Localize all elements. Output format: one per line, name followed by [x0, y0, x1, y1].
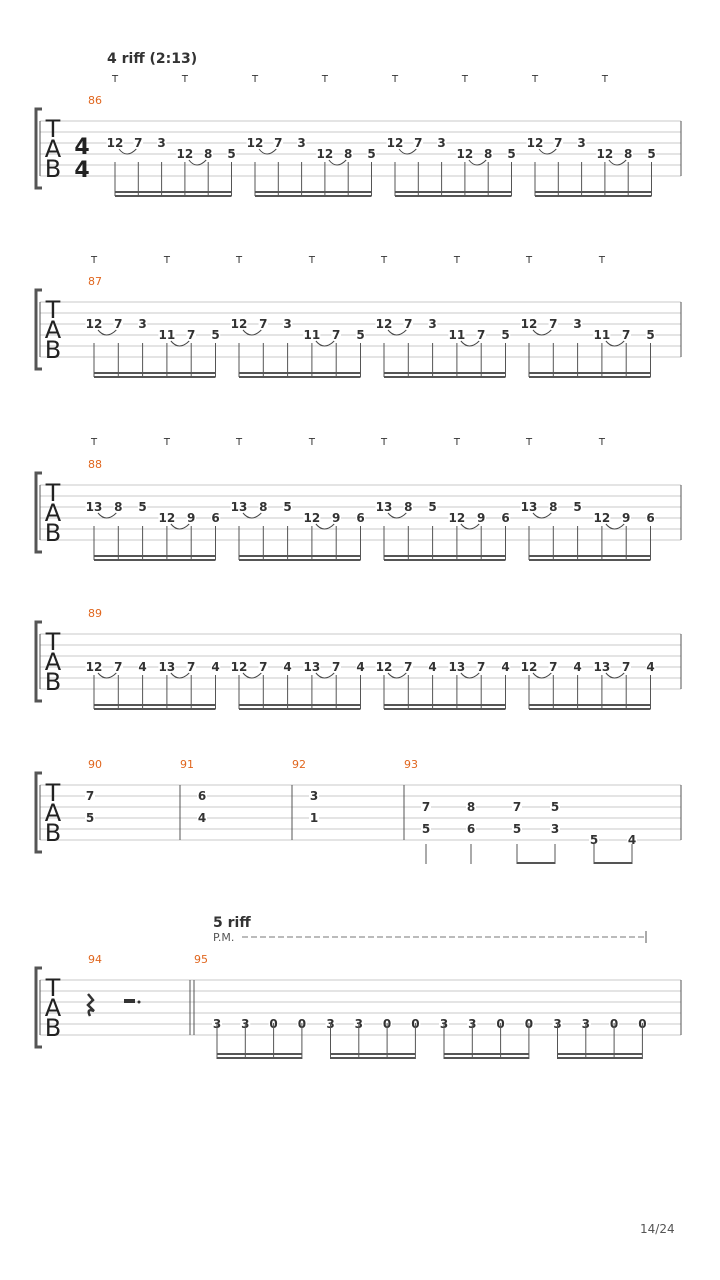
tab-clef-letter: T: [45, 974, 61, 1002]
fret-number: 1: [309, 811, 319, 825]
beam-primary: [395, 191, 512, 193]
fret-number: 3: [439, 1017, 449, 1031]
fret-number: 6: [356, 511, 365, 525]
fret-number: 12: [246, 136, 264, 150]
fret-number: 11: [158, 328, 176, 342]
fret-number: 0: [297, 1017, 307, 1031]
beam-primary: [239, 555, 361, 557]
fret-number: 4: [138, 660, 147, 674]
fret-number: 12: [386, 136, 404, 150]
section-label: 5 riff: [213, 915, 251, 931]
fret-number: 7: [114, 317, 123, 331]
fret-number: 12: [526, 136, 544, 150]
beam-primary: [94, 704, 216, 706]
fret-number: 5: [550, 800, 560, 814]
fret-number: 13: [593, 660, 611, 674]
measure-number: 91: [180, 758, 194, 771]
fret-number: 5: [283, 500, 292, 514]
beam-secondary: [395, 195, 512, 197]
beam-primary: [115, 191, 232, 193]
beam-secondary: [94, 708, 216, 710]
fret-number: 7: [134, 136, 143, 150]
fret-number: 3: [157, 136, 166, 150]
beam-secondary: [94, 376, 216, 378]
beam-primary: [529, 555, 651, 557]
fret-number: 4: [501, 660, 510, 674]
beam-secondary: [384, 708, 506, 710]
beam-primary: [94, 372, 216, 374]
fret-number: 5: [507, 147, 516, 161]
fret-number: 13: [303, 660, 321, 674]
fret-number: 11: [448, 328, 466, 342]
tab-clef-letter: T: [45, 479, 61, 507]
beam-secondary: [384, 376, 506, 378]
tab-clef-letter: A: [44, 994, 62, 1022]
tap-mark: T: [163, 437, 170, 448]
fret-number: 5: [512, 822, 522, 836]
half-rest: [124, 999, 135, 1003]
tap-mark: T: [598, 437, 605, 448]
fret-number: 12: [520, 317, 538, 331]
tab-clef-letter: A: [44, 316, 62, 344]
fret-number: 12: [520, 660, 538, 674]
beam-primary: [558, 1053, 643, 1055]
beam-secondary: [558, 1057, 643, 1059]
tap-mark: T: [453, 437, 460, 448]
fret-number: 5: [367, 147, 376, 161]
beam-secondary: [239, 559, 361, 561]
fret-number: 7: [404, 660, 413, 674]
beam-primary: [331, 1053, 416, 1055]
beam-secondary: [535, 195, 652, 197]
fret-number: 7: [414, 136, 423, 150]
tap-mark: T: [251, 74, 259, 85]
fret-number: 13: [230, 500, 248, 514]
fret-number: 6: [501, 511, 510, 525]
fret-number: 5: [646, 328, 655, 342]
fret-number: 3: [241, 1017, 250, 1031]
fret-number: 0: [411, 1017, 420, 1031]
fret-number: 12: [230, 660, 248, 674]
fret-number: 5: [211, 328, 220, 342]
measure-number: 89: [88, 607, 102, 620]
tap-mark: T: [601, 74, 608, 85]
fret-number: 12: [158, 511, 176, 525]
fret-number: 12: [593, 511, 611, 525]
fret-number: 6: [197, 789, 207, 803]
fret-number: 7: [622, 328, 631, 342]
fret-number: 8: [466, 800, 476, 814]
beam-eighth: [594, 862, 632, 864]
time-signature-bottom: 4: [74, 158, 90, 183]
fret-number: 8: [549, 500, 558, 514]
beam-primary: [535, 191, 652, 193]
beam-primary: [384, 555, 506, 557]
beam-eighth: [517, 862, 555, 864]
page-number: 14/24: [640, 1222, 675, 1236]
tap-mark: T: [461, 74, 468, 85]
fret-number: 3: [138, 317, 147, 331]
fret-number: 7: [332, 660, 341, 674]
measure-number: 95: [194, 953, 208, 966]
beam-secondary: [444, 1057, 529, 1059]
fret-number: 3: [573, 317, 582, 331]
beam-secondary: [529, 559, 651, 561]
fret-number: 5: [647, 147, 656, 161]
tab-clef-letter: B: [44, 155, 62, 183]
tap-mark: T: [321, 74, 328, 85]
fret-number: 6: [646, 511, 655, 525]
fret-number: 7: [421, 800, 431, 814]
tap-mark: T: [453, 255, 460, 266]
fret-number: 7: [549, 317, 558, 331]
beam-primary: [239, 704, 361, 706]
fret-number: 3: [326, 1017, 335, 1031]
beam-secondary: [239, 708, 361, 710]
tap-mark: T: [308, 255, 315, 266]
fret-number: 7: [622, 660, 631, 674]
beam-primary: [94, 555, 216, 557]
fret-number: 7: [187, 660, 196, 674]
fret-number: 8: [344, 147, 353, 161]
fret-number: 0: [609, 1017, 619, 1031]
fret-number: 5: [356, 328, 365, 342]
fret-number: 5: [85, 811, 95, 825]
fret-number: 12: [85, 317, 103, 331]
tab-clef-letter: T: [45, 779, 61, 807]
fret-number: 7: [114, 660, 123, 674]
tap-mark: T: [380, 437, 388, 448]
tab-clef-letter: T: [45, 115, 61, 143]
fret-number: 3: [468, 1017, 477, 1031]
measure-number: 87: [88, 275, 102, 288]
beam-primary: [217, 1053, 302, 1055]
fret-number: 8: [204, 147, 213, 161]
fret-number: 7: [274, 136, 283, 150]
measure-number: 92: [292, 758, 306, 771]
fret-number: 8: [114, 500, 123, 514]
measure-number: 93: [404, 758, 418, 771]
fret-number: 12: [596, 147, 614, 161]
fret-number: 8: [404, 500, 413, 514]
tap-mark: T: [90, 437, 98, 448]
fret-number: 3: [581, 1017, 590, 1031]
fret-number: 7: [512, 800, 522, 814]
fret-number: 12: [106, 136, 124, 150]
fret-number: 12: [303, 511, 321, 525]
beam-primary: [239, 372, 361, 374]
tap-mark: T: [391, 74, 399, 85]
beam-primary: [529, 372, 651, 374]
fret-number: 0: [382, 1017, 392, 1031]
fret-number: 7: [259, 317, 268, 331]
measure-number: 94: [88, 953, 102, 966]
fret-number: 3: [550, 822, 560, 836]
rest-dot: [138, 1001, 141, 1004]
fret-number: 3: [437, 136, 446, 150]
beam-secondary: [331, 1057, 416, 1059]
fret-number: 3: [354, 1017, 363, 1031]
fret-number: 9: [332, 511, 341, 525]
fret-number: 3: [212, 1017, 222, 1031]
tap-mark: T: [525, 437, 533, 448]
fret-number: 4: [283, 660, 292, 674]
beam-secondary: [94, 559, 216, 561]
fret-number: 3: [553, 1017, 562, 1031]
fret-number: 5: [421, 822, 431, 836]
fret-number: 13: [158, 660, 176, 674]
fret-number: 4: [197, 811, 207, 825]
tap-mark: T: [525, 255, 533, 266]
beam-primary: [384, 704, 506, 706]
fret-number: 7: [259, 660, 268, 674]
tap-mark: T: [380, 255, 388, 266]
fret-number: 5: [589, 833, 599, 847]
fret-number: 13: [520, 500, 538, 514]
fret-number: 5: [501, 328, 510, 342]
fret-number: 12: [85, 660, 103, 674]
fret-number: 8: [259, 500, 268, 514]
fret-number: 12: [448, 511, 466, 525]
fret-number: 12: [176, 147, 194, 161]
section-label: 4 riff (2:13): [107, 51, 198, 67]
fret-number: 12: [230, 317, 248, 331]
time-signature-top: 4: [74, 135, 90, 160]
fret-number: 7: [187, 328, 196, 342]
tap-mark: T: [235, 437, 243, 448]
fret-number: 5: [428, 500, 437, 514]
fret-number: 12: [456, 147, 474, 161]
tab-clef-letter: B: [44, 1014, 62, 1042]
tab-clef-letter: A: [44, 648, 62, 676]
fret-number: 7: [332, 328, 341, 342]
fret-number: 11: [303, 328, 321, 342]
fret-number: 8: [624, 147, 633, 161]
fret-number: 4: [627, 833, 637, 847]
fret-number: 4: [428, 660, 437, 674]
tab-clef-letter: A: [44, 499, 62, 527]
tap-mark: T: [308, 437, 315, 448]
fret-number: 3: [297, 136, 306, 150]
fret-number: 4: [356, 660, 365, 674]
beam-secondary: [255, 195, 372, 197]
beam-secondary: [217, 1057, 302, 1059]
beam-secondary: [384, 559, 506, 561]
tap-mark: T: [163, 255, 170, 266]
beam-primary: [384, 372, 506, 374]
tap-mark: T: [531, 74, 539, 85]
fret-number: 0: [496, 1017, 505, 1031]
tab-clef-letter: B: [44, 668, 62, 696]
fret-number: 3: [577, 136, 586, 150]
fret-number: 7: [404, 317, 413, 331]
fret-number: 12: [316, 147, 334, 161]
fret-number: 0: [269, 1017, 278, 1031]
fret-number: 12: [375, 660, 393, 674]
fret-number: 4: [573, 660, 582, 674]
fret-number: 7: [549, 660, 558, 674]
fret-number: 0: [638, 1017, 647, 1031]
fret-number: 13: [448, 660, 466, 674]
tab-clef-letter: T: [45, 628, 61, 656]
fret-number: 5: [138, 500, 147, 514]
tab-clef-letter: A: [44, 799, 62, 827]
fret-number: 9: [187, 511, 196, 525]
fret-number: 5: [573, 500, 582, 514]
fret-number: 4: [211, 660, 220, 674]
tap-mark: T: [598, 255, 605, 266]
tab-clef-letter: B: [44, 819, 62, 847]
beam-secondary: [529, 708, 651, 710]
measure-number: 90: [88, 758, 102, 771]
tab-clef-letter: T: [45, 296, 61, 324]
fret-number: 3: [428, 317, 437, 331]
tap-mark: T: [235, 255, 243, 266]
fret-number: 11: [593, 328, 611, 342]
fret-number: 9: [477, 511, 486, 525]
fret-number: 13: [85, 500, 103, 514]
beam-primary: [255, 191, 372, 193]
fret-number: 6: [211, 511, 220, 525]
measure-number: 88: [88, 458, 102, 471]
fret-number: 6: [466, 822, 476, 836]
fret-number: 3: [309, 789, 319, 803]
fret-number: 5: [227, 147, 236, 161]
fret-number: 13: [375, 500, 393, 514]
fret-number: 7: [554, 136, 563, 150]
fret-number: 4: [646, 660, 655, 674]
tap-mark: T: [181, 74, 188, 85]
tab-clef-letter: B: [44, 519, 62, 547]
measure-number: 86: [88, 94, 102, 107]
fret-number: 7: [477, 660, 486, 674]
beam-secondary: [239, 376, 361, 378]
tab-clef-letter: B: [44, 336, 62, 364]
tap-mark: T: [111, 74, 119, 85]
tap-mark: T: [90, 255, 98, 266]
fret-number: 7: [85, 789, 95, 803]
beam-primary: [444, 1053, 529, 1055]
fret-number: 3: [283, 317, 292, 331]
beam-secondary: [115, 195, 232, 197]
beam-primary: [529, 704, 651, 706]
palm-mute-label: P.M.: [213, 931, 235, 944]
fret-number: 9: [622, 511, 631, 525]
fret-number: 7: [477, 328, 486, 342]
beam-secondary: [529, 376, 651, 378]
fret-number: 12: [375, 317, 393, 331]
fret-number: 0: [524, 1017, 534, 1031]
tab-clef-letter: A: [44, 135, 62, 163]
fret-number: 8: [484, 147, 493, 161]
